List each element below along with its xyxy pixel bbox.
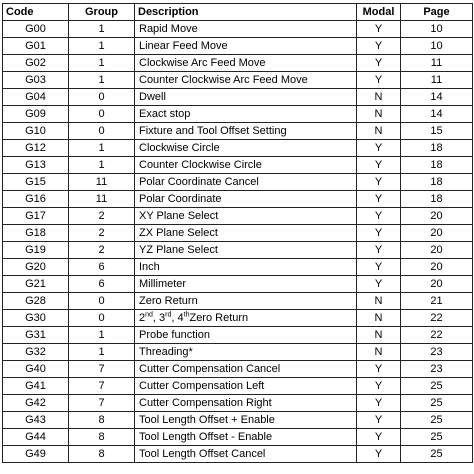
cell-group: 7: [69, 378, 135, 395]
cell-code: G10: [3, 123, 69, 140]
ordinal-suffix: rd: [165, 311, 172, 319]
cell-code: G28: [3, 293, 69, 310]
cell-page: 18: [401, 191, 473, 208]
cell-description: YZ Plane Select: [135, 242, 357, 259]
cell-description: Cutter Compensation Right: [135, 395, 357, 412]
cell-modal: Y: [357, 429, 401, 446]
cell-page: 18: [401, 140, 473, 157]
cell-page: 20: [401, 208, 473, 225]
table-body: [3, 21, 473, 463]
cell-group: 7: [69, 361, 135, 378]
description-text: Zero Return: [189, 312, 249, 324]
cell-code: G02: [3, 55, 69, 72]
cell-code: G13: [3, 157, 69, 174]
cell-group: 1: [69, 157, 135, 174]
cell-description: Threading*: [135, 344, 357, 361]
cell-modal: N: [357, 106, 401, 123]
cell-group: 6: [69, 276, 135, 293]
cell-group: 2: [69, 208, 135, 225]
cell-page: 11: [401, 72, 473, 89]
cell-page: 22: [401, 310, 473, 327]
cell-code: G01: [3, 38, 69, 55]
cell-code: G31: [3, 327, 69, 344]
cell-code: G41: [3, 378, 69, 395]
cell-modal: Y: [357, 259, 401, 276]
cell-page: 10: [401, 38, 473, 55]
cell-code: G17: [3, 208, 69, 225]
cell-code: G03: [3, 72, 69, 89]
cell-description: Counter Clockwise Circle: [135, 157, 357, 174]
cell-modal: Y: [357, 225, 401, 242]
cell-description: Tool Length Offset - Enable: [135, 429, 357, 446]
cell-description: Probe function: [135, 327, 357, 344]
table-row: [3, 429, 473, 446]
cell-modal: Y: [357, 242, 401, 259]
table-row: [3, 446, 473, 463]
cell-modal: Y: [357, 174, 401, 191]
table-row: [3, 412, 473, 429]
cell-group: 8: [69, 412, 135, 429]
cell-page: 18: [401, 174, 473, 191]
cell-modal: Y: [357, 361, 401, 378]
cell-code: G19: [3, 242, 69, 259]
cell-group: 2: [69, 242, 135, 259]
cell-description: Clockwise Arc Feed Move: [135, 55, 357, 72]
table-row: [3, 72, 473, 89]
cell-code: G16: [3, 191, 69, 208]
cell-code: G49: [3, 446, 69, 463]
cell-modal: Y: [357, 395, 401, 412]
cell-description: Counter Clockwise Arc Feed Move: [135, 72, 357, 89]
cell-group: 0: [69, 123, 135, 140]
cell-description: Tool Length Offset + Enable: [135, 412, 357, 429]
table-row: [3, 208, 473, 225]
cell-description: Rapid Move: [135, 21, 357, 38]
cell-modal: N: [357, 293, 401, 310]
cell-description: Inch: [135, 259, 357, 276]
cell-page: 25: [401, 395, 473, 412]
cell-page: 20: [401, 225, 473, 242]
cell-code: G40: [3, 361, 69, 378]
cell-code: G00: [3, 21, 69, 38]
cell-group: 1: [69, 55, 135, 72]
ordinal-number: , 3: [152, 312, 166, 324]
cell-description: Exact stop: [135, 106, 357, 123]
ordinal-number: 2: [139, 312, 146, 324]
cell-description: Millimeter: [135, 276, 357, 293]
header-code: Code: [3, 4, 69, 21]
cell-page: 21: [401, 293, 473, 310]
header-modal: Modal: [357, 4, 401, 21]
table-row: [3, 106, 473, 123]
cell-modal: N: [357, 310, 401, 327]
cell-modal: Y: [357, 378, 401, 395]
cell-group: 1: [69, 344, 135, 361]
table-row: [3, 395, 473, 412]
cell-modal: N: [357, 89, 401, 106]
cell-code: G12: [3, 140, 69, 157]
header-description: Description: [135, 4, 357, 21]
cell-group: 0: [69, 293, 135, 310]
cell-modal: Y: [357, 140, 401, 157]
table-row: [3, 191, 473, 208]
cell-group: 8: [69, 429, 135, 446]
cell-modal: Y: [357, 191, 401, 208]
cell-page: 14: [401, 106, 473, 123]
cell-page: 20: [401, 276, 473, 293]
cell-description: Linear Feed Move: [135, 38, 357, 55]
header-group: Group: [69, 4, 135, 21]
gcode-table-container: [2, 3, 472, 463]
cell-modal: Y: [357, 208, 401, 225]
table-row: [3, 276, 473, 293]
cell-page: 22: [401, 327, 473, 344]
cell-modal: N: [357, 327, 401, 344]
cell-description: Cutter Compensation Cancel: [135, 361, 357, 378]
cell-description: Clockwise Circle: [135, 140, 357, 157]
cell-page: 25: [401, 429, 473, 446]
cell-modal: Y: [357, 72, 401, 89]
cell-modal: Y: [357, 38, 401, 55]
cell-page: 23: [401, 361, 473, 378]
cell-description: Zero Return: [135, 293, 357, 310]
table-row: [3, 21, 473, 38]
cell-group: 2: [69, 225, 135, 242]
cell-page: 14: [401, 89, 473, 106]
table-row: [3, 293, 473, 310]
table-row: [3, 38, 473, 55]
header-page: Page: [401, 4, 473, 21]
cell-description: Fixture and Tool Offset Setting: [135, 123, 357, 140]
cell-code: G20: [3, 259, 69, 276]
cell-code: G42: [3, 395, 69, 412]
cell-description: ZX Plane Select: [135, 225, 357, 242]
cell-modal: Y: [357, 157, 401, 174]
cell-group: 0: [69, 310, 135, 327]
cell-group: 6: [69, 259, 135, 276]
ordinal-number: , 4: [171, 312, 184, 324]
cell-modal: N: [357, 344, 401, 361]
table-row: [3, 157, 473, 174]
cell-group: 1: [69, 140, 135, 157]
table-row: [3, 123, 473, 140]
cell-page: 11: [401, 55, 473, 72]
ordinal-suffix: th: [183, 311, 190, 319]
ordinal-suffix: nd: [145, 311, 153, 319]
cell-page: 15: [401, 123, 473, 140]
cell-page: 25: [401, 378, 473, 395]
table-row: [3, 242, 473, 259]
cell-group: 11: [69, 174, 135, 191]
table-row: [3, 344, 473, 361]
cell-code: G09: [3, 106, 69, 123]
cell-page: 10: [401, 21, 473, 38]
table-row: [3, 225, 473, 242]
cell-code: G15: [3, 174, 69, 191]
cell-group: 7: [69, 395, 135, 412]
cell-page: 20: [401, 259, 473, 276]
cell-code: G30: [3, 310, 69, 327]
cell-modal: Y: [357, 412, 401, 429]
cell-group: 1: [69, 21, 135, 38]
cell-page: 25: [401, 446, 473, 463]
gcode-table: [2, 3, 473, 463]
cell-description: [135, 310, 357, 327]
cell-modal: Y: [357, 21, 401, 38]
table-row: [3, 55, 473, 72]
cell-group: 0: [69, 106, 135, 123]
table-row: [3, 140, 473, 157]
table-row: [3, 174, 473, 191]
cell-description: XY Plane Select: [135, 208, 357, 225]
cell-modal: N: [357, 123, 401, 140]
cell-code: G18: [3, 225, 69, 242]
table-row: [3, 327, 473, 344]
cell-code: G21: [3, 276, 69, 293]
cell-code: G04: [3, 89, 69, 106]
header-row: [3, 4, 473, 21]
cell-group: 1: [69, 72, 135, 89]
cell-description: Cutter Compensation Left: [135, 378, 357, 395]
cell-page: 18: [401, 157, 473, 174]
cell-description: Polar Coordinate: [135, 191, 357, 208]
table-row: [3, 310, 473, 327]
table-row: [3, 378, 473, 395]
cell-page: 25: [401, 412, 473, 429]
cell-description: Polar Coordinate Cancel: [135, 174, 357, 191]
cell-modal: Y: [357, 55, 401, 72]
table-row: [3, 89, 473, 106]
cell-page: 23: [401, 344, 473, 361]
cell-group: 0: [69, 89, 135, 106]
table-row: [3, 361, 473, 378]
cell-code: G43: [3, 412, 69, 429]
cell-group: 11: [69, 191, 135, 208]
cell-description: Tool Length Offset Cancel: [135, 446, 357, 463]
cell-page: 20: [401, 242, 473, 259]
cell-description: Dwell: [135, 89, 357, 106]
cell-code: G32: [3, 344, 69, 361]
cell-modal: Y: [357, 276, 401, 293]
cell-code: G44: [3, 429, 69, 446]
cell-group: 1: [69, 327, 135, 344]
cell-group: 1: [69, 38, 135, 55]
cell-modal: Y: [357, 446, 401, 463]
table-row: [3, 259, 473, 276]
cell-group: 8: [69, 446, 135, 463]
